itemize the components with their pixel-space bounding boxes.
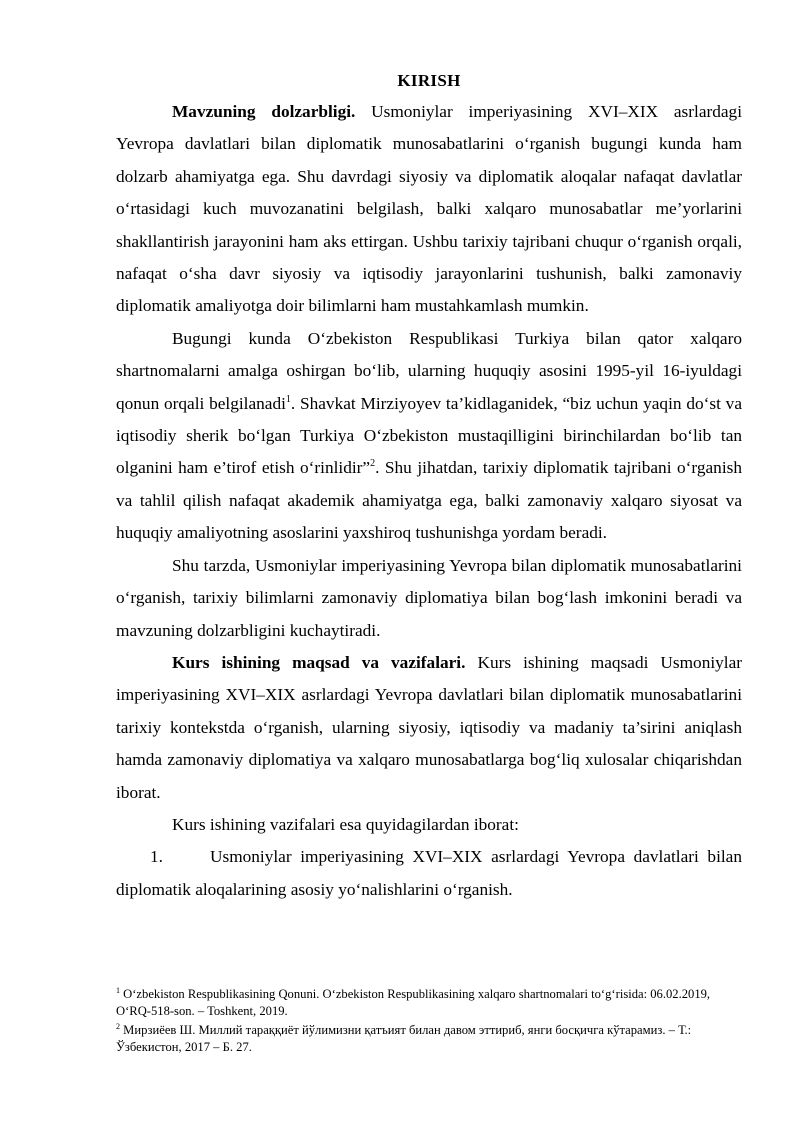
footnote-ref-2[interactable]: 2 [370, 458, 376, 470]
goals-paragraph [116, 647, 742, 809]
footnote-1-mark: 1 [116, 985, 120, 995]
goals-heading: Kurs ishining maqsad va vazifalari. [172, 652, 466, 672]
relevance-paragraph [116, 96, 742, 323]
legal-basis-text-b: . Shavkat Mirziyoyev ta’kidlaganidek, “biz uchun yaqin do‘st va iqtisodiy sherik bo‘lgan Turkiya O‘zbekiston mustaqilligini birinchilardan bo‘lib tan olganini ham e’tirof etish o‘rinlidir” [116, 393, 742, 478]
document-page [116, 70, 742, 906]
footnote-2 [116, 1022, 742, 1056]
list-item-number: 1. [150, 847, 163, 867]
footnote-2-mark: 2 [116, 1021, 120, 1031]
tasks-intro-paragraph: Kurs ishining vazifalari esa quyidagilardan iborat: [172, 814, 519, 834]
page-title: KIRISH [397, 71, 461, 90]
legal-basis-text-a: Bugungi kunda O‘zbekiston Respublikasi Turkiya bilan qator xalqaro shartnomalarni amalga oshirgan bo‘lib, ularning huquqiy asosini 1995-yil 16-iyuldagi qonun orqali belgilanadi [116, 328, 742, 413]
list-item-text: Usmoniylar imperiyasining XVI–XIX asrlardagi Yevropa davlatlari bilan diplomatik aloqalarining asosiy yo‘nalishlarini o‘rganish. [116, 847, 742, 899]
footnotes [116, 986, 742, 1058]
legal-basis-paragraph [116, 323, 742, 550]
summary-paragraph: Shu tarzda, Usmoniylar imperiyasining Yevropa bilan diplomatik munosabatlarini o‘rganish, tarixiy bilimlarni zamonaviy diplomatiya bilan bog‘lash imkonini beradi va mavzuning dolzarbligini kuchaytiradi. [116, 555, 742, 640]
footnote-1 [116, 986, 742, 1020]
relevance-text: Usmoniylar imperiyasining XVI–XIX asrlardagi Yevropa davlatlari bilan diplomatik munosabatlarini o‘rganish bugungi kunda ham dolzarb ahamiyatga ega. Shu davrdagi siyosiy va diplomatik aloqalar nafaqat davlatlar o‘rtasidagi kuch muvozanatini belgilash, balki xalqaro munosabatlar me’yorlarini shakllantirish jarayonini ham aks ettirgan. Ushbu tarixiy tajribani chuqur o‘rganish orqali, nafaqat o‘sha davr siyosiy va iqtisodiy jarayonlarini tushunish, balki zamonaviy diplomatik amaliyotga doir bilimlarni ham mustahkamlash mumkin. [116, 102, 742, 316]
list-item [116, 841, 742, 906]
relevance-heading: Mavzuning dolzarbligi. [172, 102, 356, 121]
footnote-1-text: O‘zbekiston Respublikasining Qonuni. O‘zbekiston Respublikasining xalqaro shartnomalari to‘g‘risida: 06.02.2019, O‘RQ-518-son. – Toshkent, 2019. [116, 987, 711, 1018]
legal-basis-text-c: . Shu jihatdan, tarixiy diplomatik tajribani o‘rganish va tahlil qilish nafaqat akademik ahamiyatga ega, balki zamonaviy xalqaro siyosat va huquqiy amaliyotning asoslarini yaxshiroq tushunishga yordam beradi. [116, 458, 742, 543]
footnote-2-text: Мирзиёев Ш. Миллий тараққиёт йўлимизни қатъият билан давом эттириб, янги босқичга кўтарамиз. – Т.: Ўзбекистон, 2017 – Б. 27. [116, 1023, 692, 1054]
goals-text: Kurs ishining maqsadi Usmoniylar imperiyasining XVI–XIX asrlardagi Yevropa davlatlari bilan diplomatik munosabatlarini tarixiy kontekstda o‘rganish, ularning siyosiy, iqtisodiy va madaniy ta’sirini aniqlash hamda zamonaviy diplomatiya va xalqaro munosabatlarga bog‘liq xulosalar chiqarishdan iborat. [116, 652, 743, 802]
footnote-ref-1[interactable]: 1 [285, 393, 291, 405]
